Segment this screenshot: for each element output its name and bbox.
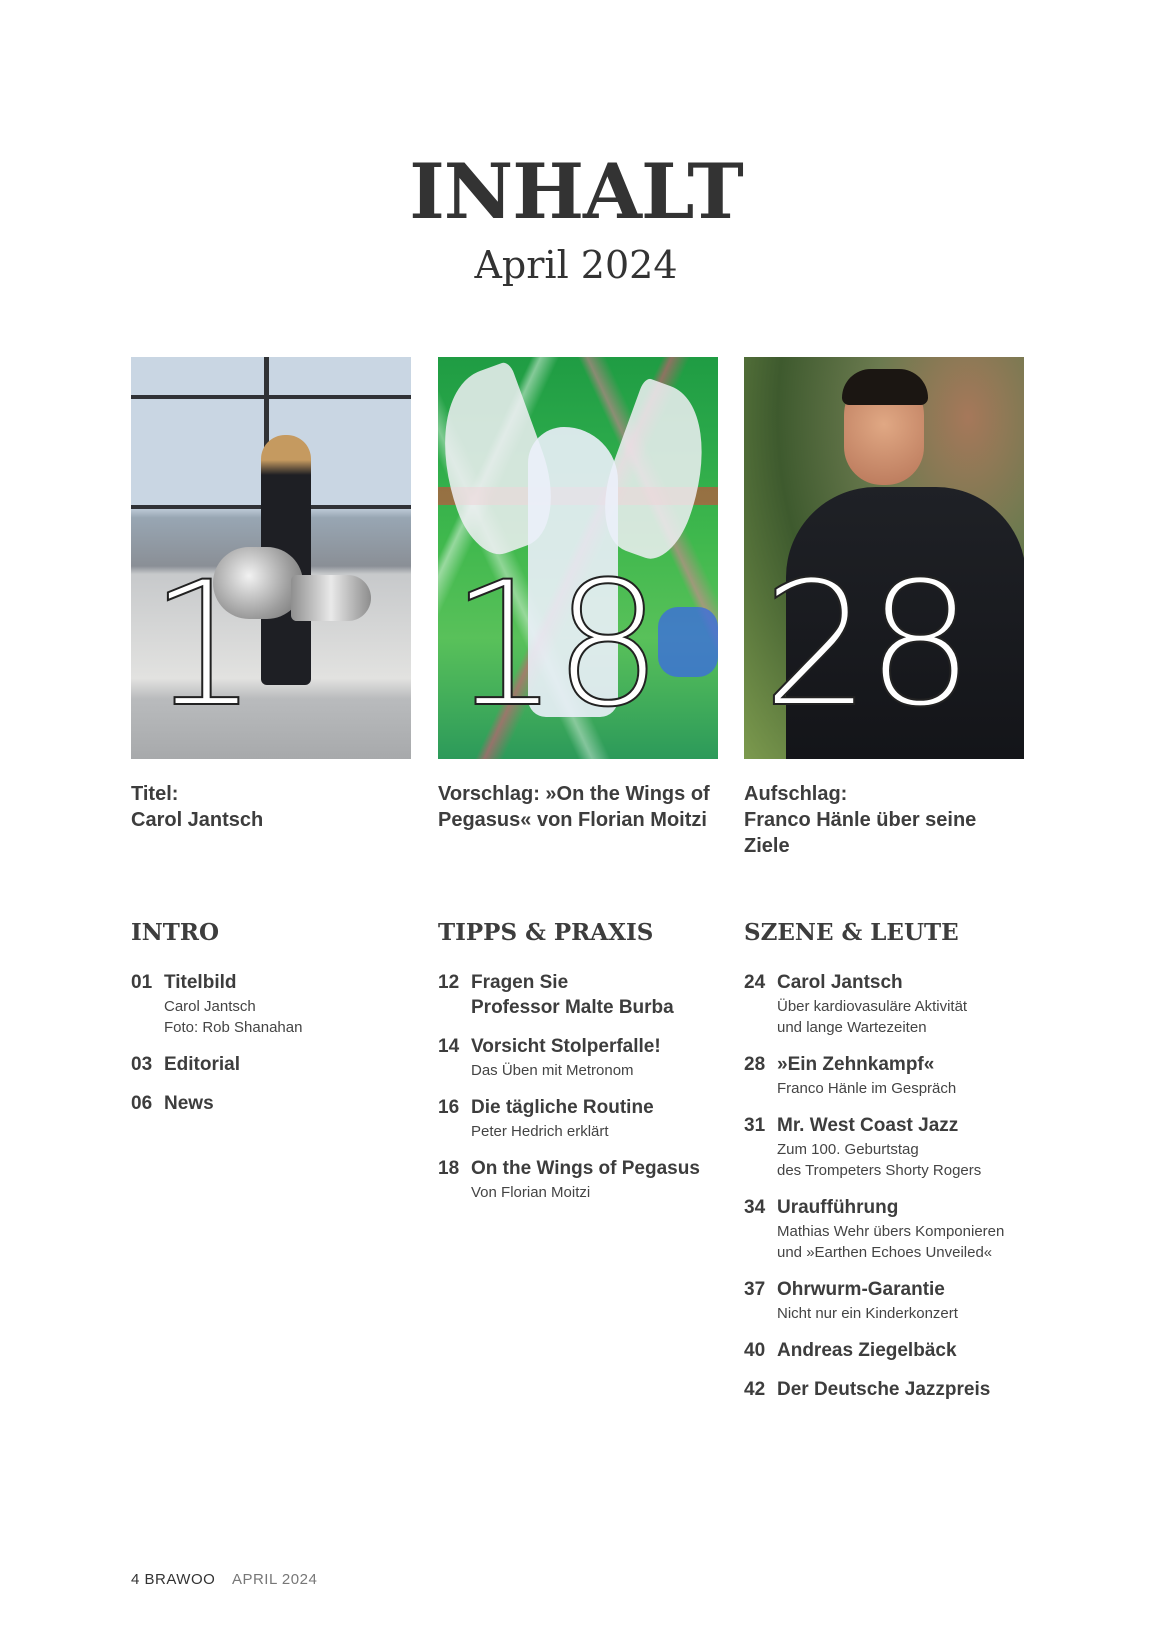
tuba-bell (291, 575, 371, 621)
entry-title: Uraufführung (777, 1197, 899, 1218)
toc-entry[interactable] (131, 1052, 431, 1077)
feature-page-number: 18 (450, 544, 657, 745)
entry-title: News (164, 1093, 214, 1114)
entry-title: On the Wings of Pegasus (471, 1158, 700, 1179)
entry-page: 06 (131, 1093, 153, 1114)
feature-caption: Vorschlag: »On the Wings of Pegasus« von Florian Moitzi (438, 783, 710, 831)
feature-caption: Aufschlag: Franco Hänle über seine Ziele (744, 783, 977, 857)
entry-page: 14 (438, 1036, 460, 1057)
toc-entry[interactable] (438, 1095, 738, 1142)
entry-title: Carol Jantsch (777, 972, 903, 993)
paint-stroke (658, 607, 718, 677)
section-heading: INTRO (131, 919, 220, 946)
entry-page: 12 (438, 972, 460, 993)
page-title: INHALT (409, 147, 743, 236)
entry-desc: Carol Jantsch Foto: Rob Shanahan (164, 998, 303, 1036)
page-footer (131, 1571, 317, 1588)
section-heading: TIPPS & PRAXIS (438, 919, 654, 946)
toc-entry[interactable] (744, 1338, 1044, 1363)
entry-page: 01 (131, 972, 153, 993)
entry-page: 34 (744, 1197, 766, 1218)
section-intro (131, 918, 431, 1130)
pegasus-painting (438, 357, 718, 759)
entry-desc: Von Florian Moitzi (471, 1184, 591, 1201)
feature-item-1[interactable] (131, 357, 411, 833)
toc-entry[interactable] (438, 1034, 738, 1081)
entry-page: 18 (438, 1158, 460, 1179)
entry-title: Editorial (164, 1054, 241, 1075)
entry-page: 16 (438, 1097, 460, 1118)
entry-title: Andreas Ziegelbäck (777, 1340, 957, 1361)
window-frame (131, 395, 411, 399)
footer-issue: APRIL 2024 (231, 1571, 318, 1588)
entry-page: 24 (744, 972, 766, 993)
entry-page: 42 (744, 1379, 766, 1400)
entry-title: Ohrwurm-Garantie (777, 1279, 945, 1300)
entry-desc: Franco Hänle im Gespräch (777, 1080, 957, 1097)
entry-page: 37 (744, 1279, 766, 1300)
toc-entry[interactable] (744, 1377, 1044, 1402)
entry-title: Mr. West Coast Jazz (777, 1115, 959, 1136)
toc-entry[interactable] (438, 1156, 738, 1203)
entry-title: Titelbild (164, 972, 237, 993)
entry-title: Der Deutsche Jazzpreis (777, 1379, 991, 1400)
feature-page-number: 1 (149, 544, 253, 745)
entry-title: »Ein Zehnkampf« (777, 1054, 935, 1075)
entry-page: 40 (744, 1340, 766, 1361)
toc-entry[interactable] (131, 970, 431, 1038)
entry-desc: Das Üben mit Metronom (471, 1062, 634, 1079)
footer-page-number: 4 (131, 1571, 140, 1588)
section-szene-leute (744, 918, 1044, 1416)
entry-title: Die tägliche Routine (471, 1097, 654, 1118)
entry-title: Fragen Sie Professor Malte Burba (471, 972, 674, 1018)
entry-page: 28 (744, 1054, 766, 1075)
toc-entry[interactable] (744, 1113, 1044, 1181)
toc-entry[interactable] (438, 970, 738, 1020)
entry-page: 31 (744, 1115, 766, 1136)
section-heading: SZENE & LEUTE (744, 919, 959, 946)
entry-desc: Mathias Wehr übers Komponieren und »Earthen Echoes Unveiled« (777, 1223, 1005, 1261)
page-subtitle: April 2024 (474, 243, 678, 287)
feature-item-3[interactable] (744, 357, 1024, 859)
footer-magazine: BRAWOO (144, 1571, 216, 1588)
entry-title: Vorsicht Stolperfalle! (471, 1036, 661, 1057)
portrait-photo (744, 357, 1024, 759)
entry-page: 03 (131, 1054, 153, 1075)
cover-photo (131, 357, 411, 759)
section-tipps-praxis (438, 918, 738, 1217)
feature-page-number: 28 (762, 544, 969, 745)
entry-desc: Peter Hedrich erklärt (471, 1123, 609, 1140)
feature-caption: Titel: Carol Jantsch (131, 783, 264, 831)
entry-desc: Über kardiovasuläre Aktivität und lange Wartezeiten (777, 998, 968, 1036)
toc-entry[interactable] (744, 1277, 1044, 1324)
feature-item-2[interactable] (438, 357, 718, 833)
toc-entry[interactable] (744, 970, 1044, 1038)
entry-desc: Nicht nur ein Kinderkonzert (777, 1305, 958, 1322)
hair (842, 369, 928, 405)
entry-desc: Zum 100. Geburtstag des Trompeters Shorty Rogers (777, 1141, 982, 1179)
page-header (0, 147, 1152, 290)
toc-entry[interactable] (744, 1052, 1044, 1099)
toc-entry[interactable] (131, 1091, 431, 1116)
toc-entry[interactable] (744, 1195, 1044, 1263)
